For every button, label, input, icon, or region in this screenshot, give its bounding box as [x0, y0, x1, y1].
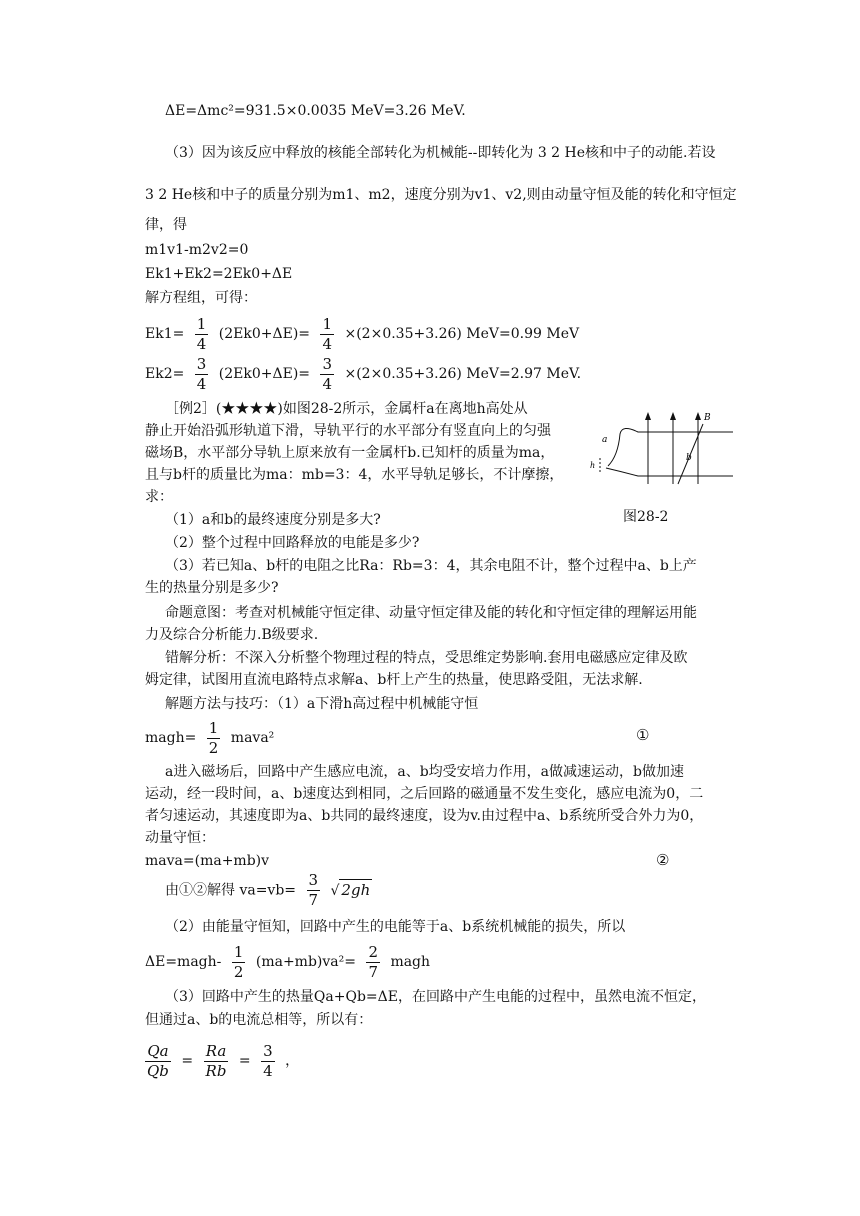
fraction [320, 314, 334, 353]
text-line: 但通过a、b的电流总相等，所以有： [145, 1012, 373, 1028]
fraction [320, 354, 334, 393]
fraction [195, 354, 209, 393]
figure-label-B: B [704, 413, 711, 423]
text-line: 者匀速运动，其速度即为a、b共同的最终速度，设为v.由过程中a、b系统所受合外力为0， [145, 808, 704, 824]
equation-mark: ① [636, 726, 650, 744]
numerator: 3 [263, 1041, 273, 1060]
figure-label-a: a [602, 435, 608, 445]
text-line: 错解分析：不深入分析整个物理过程的特点，受思维定势影响.套用电磁感应定律及欧 [165, 650, 688, 666]
eq-part: Ek2= [145, 366, 185, 382]
square-root: √ 2gh [330, 881, 371, 899]
equation-velocity [165, 868, 372, 913]
numerator: 1 [322, 314, 333, 333]
eq-part: (2Ek0+ΔE)= [218, 326, 311, 342]
eq-part: 由①②解得 va=vb= [165, 882, 297, 899]
text-line: m1v1-m2v2=0 [145, 242, 249, 258]
denominator: 4 [263, 1061, 273, 1080]
equation-mark: ② [656, 851, 670, 869]
denominator: 7 [368, 962, 378, 981]
denominator: 7 [308, 891, 319, 909]
denominator: 2 [233, 962, 244, 981]
figure-28-2 [588, 410, 738, 505]
text-line: Ek1+Ek2=2Ek0+ΔE [145, 266, 293, 282]
equation-ek1 [145, 314, 579, 354]
text-line: ΔE=Δmc²=931.5×0.0035 MeV=3.26 MeV. [165, 103, 466, 119]
text-line: （3）若已知a、b杆的电阻之比Ra：Rb=3：4，其余电阻不计，整个过程中a、b上产 [165, 558, 697, 574]
text-line: 求： [145, 489, 173, 505]
numerator: 1 [196, 314, 207, 333]
text-line: a进入磁场后，回路中产生感应电流，a、b均受安培力作用，a做减速运动，b做加速 [165, 764, 684, 780]
numerator: 3 [196, 354, 207, 373]
eq-part: Ek1= [145, 326, 185, 342]
numerator: 1 [233, 942, 244, 961]
eq-part: ×(2×0.35+3.26) MeV=0.99 MeV [344, 326, 580, 342]
arrowhead [695, 412, 701, 420]
text-line: 姆定律，试图用直流电路特点求解a、b杆上产生的热量，使思路受阻，无法求解. [145, 672, 643, 688]
denominator: 2 [208, 738, 219, 757]
equation-energy [145, 718, 274, 758]
equation-heat-ratio: $\frac{Qa}{Qb}$ = $\frac{Ra}{Rb}$ = $\frac{3}{4}$ ， [147, 1041, 300, 1080]
fraction [366, 942, 380, 981]
denominator: 4 [322, 374, 333, 393]
arrowhead [645, 412, 651, 420]
text-line: 解题方法与技巧：（1）a下滑h高过程中机械能守恒 [165, 696, 479, 712]
text-line: mava=(ma+mb)v [145, 853, 270, 869]
text-line: 且与b杆的质量比为ma：mb=3：4，水平导轨足够长，不计摩擦， [145, 467, 564, 483]
eq-part: magh [390, 954, 431, 970]
text-line: 命题意图：考查对机械能守恒定律、动量守恒定律及能的转化和守恒定律的理解运用能 [165, 605, 697, 621]
fraction [232, 942, 246, 981]
text-line: （1）a和b的最终速度分别是多大? [165, 512, 381, 528]
eq-part: (2Ek0+ΔE)= [218, 366, 311, 382]
text-line: 3 2 He核和中子的质量分别为m1、m2，速度分别为v1、v2,则由动量守恒及能的转化和守恒定 [145, 187, 737, 203]
fraction [307, 873, 321, 908]
denominator: Rb [205, 1061, 227, 1080]
denominator: 4 [196, 374, 207, 393]
text-line: （3）回路中产生的热量Qa+Qb=ΔE，在回路中产生电能的过程中，虽然电流不恒定， [165, 989, 706, 1005]
text-span: （3）因为该反应中释放的核能全部转化为机械能--即转化为 3 2 He核和中子的动能.若设 [165, 145, 716, 161]
fraction [195, 314, 209, 353]
text-line: 解方程组，可得： [145, 290, 257, 306]
figure-label-b: b [686, 453, 692, 463]
radicand: 2gh [341, 881, 371, 899]
denominator: 4 [196, 334, 207, 353]
text-line: （2）整个过程中回路释放的电能是多少? [165, 535, 420, 551]
equation-delta-e [145, 940, 430, 984]
figure-label-h: h [590, 461, 596, 470]
numerator: 2 [368, 942, 378, 961]
eq-part: (ma+mb)va²= [255, 954, 356, 970]
fraction [261, 1041, 275, 1080]
denominator: 4 [322, 334, 333, 353]
lower-rail [606, 468, 733, 476]
fraction [145, 1041, 171, 1080]
text-line: 生的热量分别是多少? [145, 580, 279, 596]
text-line: 力及综合分析能力.B级要求. [145, 627, 319, 643]
text-line: 静止开始沿弧形轨道下滑，导轨平行的水平部分有竖直向上的匀强 [145, 423, 551, 439]
upper-rail [608, 428, 733, 466]
eq-part: ΔE=magh- [145, 954, 222, 970]
text-line [165, 143, 715, 163]
fraction [207, 718, 221, 757]
eq-part: ， [285, 1053, 300, 1069]
numerator: Ra [204, 1044, 229, 1062]
eq-part: mava² [230, 730, 275, 746]
eq-part: ×(2×0.35+3.26) MeV=2.97 MeV. [344, 366, 582, 382]
text-line: （2）由能量守恒知，回路中产生的电能等于a、b系统机械能的损失，所以 [165, 919, 626, 935]
eq-part: magh= [145, 730, 197, 746]
denominator: Qb [147, 1061, 169, 1080]
text-line: ［例2］(★★★★)如图28-2所示，金属杆a在离地h高处从 [165, 401, 528, 417]
text-line: 律，得 [145, 217, 187, 233]
text-line: 磁场B，水平部分导轨上原来放有一金属杆b.已知杆的质量为ma， [145, 445, 555, 461]
arrowhead [670, 412, 676, 420]
numerator: 1 [208, 718, 219, 737]
figure-caption: 图28-2 [623, 509, 669, 525]
text-line: 动量守恒： [145, 830, 215, 846]
text-line: 运动，经一段时间，a、b速度达到相同，之后回路的磁通量不发生变化，感应电流为0，二 [145, 786, 704, 802]
numerator: Qa [145, 1044, 171, 1062]
equation-ek2 [145, 354, 581, 394]
numerator: 3 [308, 871, 319, 889]
fraction [204, 1041, 229, 1080]
numerator: 3 [322, 354, 333, 373]
